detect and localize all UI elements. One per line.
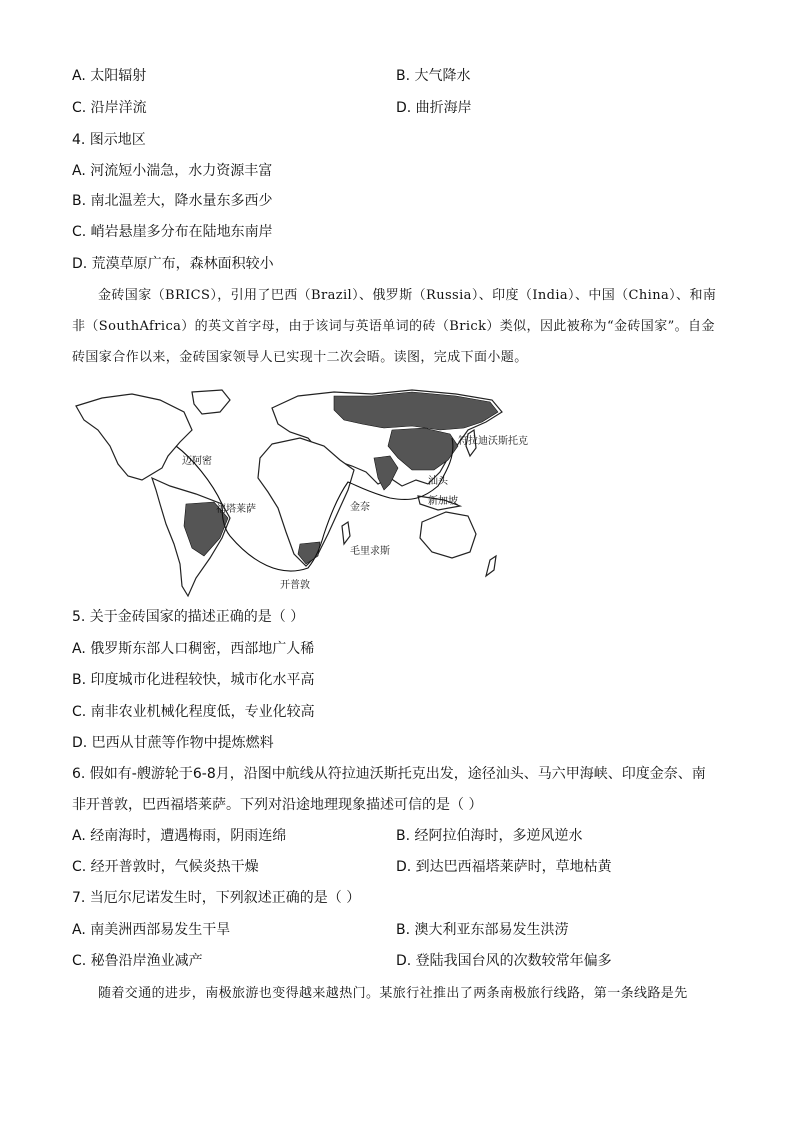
q6-option-d: D. 到达巴西福塔莱萨时，草地枯黄 — [396, 859, 612, 875]
q7-option-a: A. 南美洲西部易发生干旱 — [72, 922, 231, 938]
label-fortaleza: 福塔莱萨 — [216, 504, 256, 515]
q5-option-c: C. 南非农业机械化程度低，专业化较高 — [72, 704, 315, 720]
q4-option-d: D. 荒漠草原广布，森林面积较小 — [72, 256, 274, 272]
label-miami: 迈阿密 — [182, 456, 212, 467]
north-america-shape — [76, 394, 192, 480]
new-zealand-shape — [486, 556, 496, 576]
antarctic-passage: 随着交通的进步，南极旅游也变得越来越热门。某旅行社推出了两条南极旅行线路，第一条线路是先 — [98, 986, 688, 1001]
q4-option-c: C. 峭岩悬崖多分布在陆地东南岸 — [72, 224, 273, 240]
q3-option-d: D. 曲折海岸 — [396, 100, 472, 116]
q7-option-c: C. 秘鲁沿岸渔业减产 — [72, 953, 203, 969]
q4-option-a: A. 河流短小湍急，水力资源丰富 — [72, 163, 273, 179]
label-shantou: 汕头 — [428, 476, 448, 487]
q3-option-c: C. 沿岸洋流 — [72, 100, 147, 116]
q5-stem: 5. 关于金砖国家的描述正确的是（ ） — [72, 609, 305, 625]
q7-stem: 7. 当厄尔尼诺发生时，下列叙述正确的是（ ） — [72, 890, 361, 906]
q3-option-b: B. 大气降水 — [396, 68, 471, 84]
label-singapore: 新加坡 — [428, 496, 458, 507]
world-map-figure — [72, 386, 528, 598]
q3-option-a: A. 太阳辐射 — [72, 68, 147, 84]
q7-option-b: B. 澳大利亚东部易发生洪涝 — [396, 922, 569, 938]
q4-option-b: B. 南北温差大，降水量东多西少 — [72, 193, 273, 209]
q6-option-b: B. 经阿拉伯海时，多逆风逆水 — [396, 828, 583, 844]
label-chennai: 金奈 — [350, 502, 370, 513]
madagascar-shape — [342, 522, 350, 544]
q6-option-c: C. 经开普敦时，气候炎热干燥 — [72, 859, 259, 875]
brics-passage: 金砖国家（BRICS），引用了巴西（Brazil）、俄罗斯（Russia）、印度（India）、中国（China）、和南非（SouthAfrica）的英文首字母，由于该词与英语单词的砖（Brick）类似，因此被称为“金砖国家”。自金砖国家合作以来，金砖国家领导人已实现十二次会晤。读图，完成下面小题。 — [72, 288, 717, 365]
q6-option-a: A. 经南海时，遭遇梅雨，阴雨连绵 — [72, 828, 287, 844]
label-vladivostok: 符拉迪沃斯托克 — [458, 436, 528, 447]
q5-option-a: A. 俄罗斯东部人口稠密，西部地广人稀 — [72, 641, 315, 657]
label-mauritius: 毛里求斯 — [350, 546, 390, 557]
q5-option-d: D. 巴西从甘蔗等作物中提炼燃料 — [72, 735, 274, 751]
q5-option-b: B. 印度城市化进程较快，城市化水平高 — [72, 672, 315, 688]
q4-stem: 4. 图示地区 — [72, 132, 146, 148]
q6-stem-line2: 非开普敦，巴西福塔莱萨。下列对沿途地理现象描述可信的是（ ） — [72, 797, 483, 813]
greenland-shape — [192, 390, 230, 414]
label-cape-town: 开普敦 — [280, 580, 310, 591]
q6-stem-line1: 6. 假如有-艘游轮于6-8月，沿图中航线从符拉迪沃斯托克出发，途径汕头、马六甲海峡、印度金奈、南 — [72, 766, 706, 782]
q7-option-d: D. 登陆我国台风的次数较常年偏多 — [396, 953, 612, 969]
australia-shape — [420, 512, 476, 558]
